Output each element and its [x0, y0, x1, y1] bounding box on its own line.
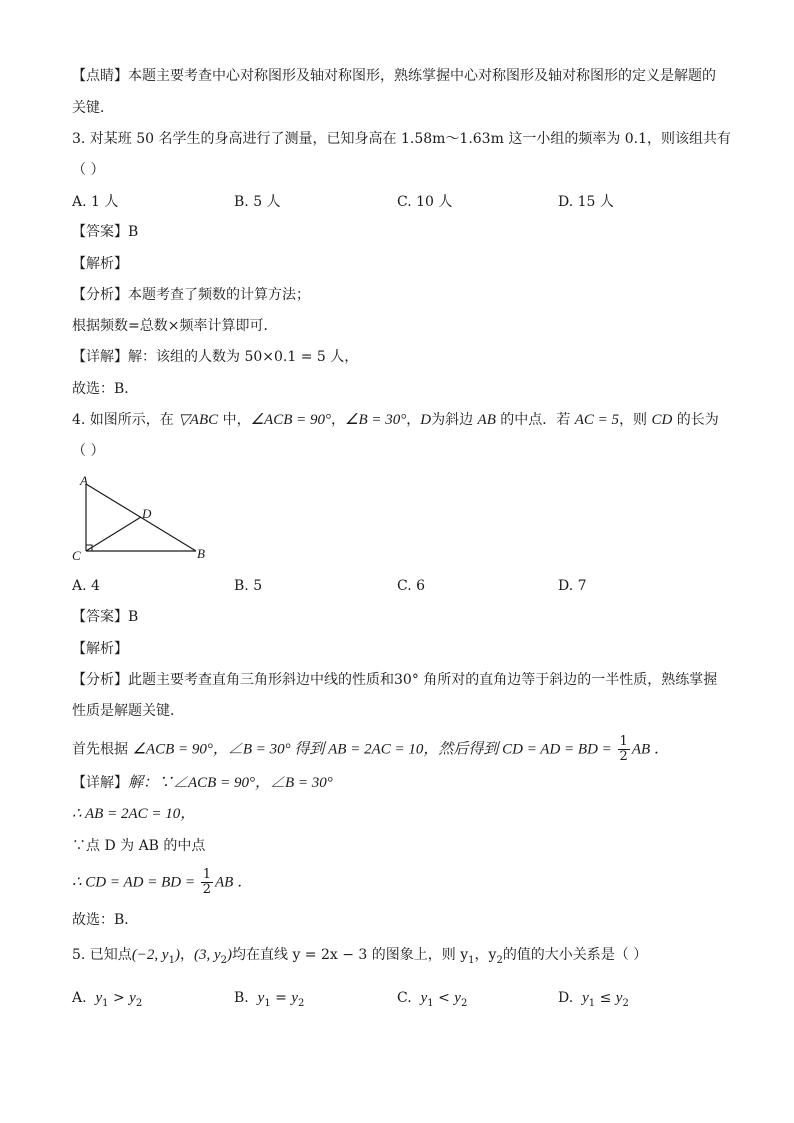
- subscript: 1: [168, 954, 175, 966]
- subscript: 2: [220, 954, 227, 966]
- q4-option-d: D. 7: [558, 578, 587, 594]
- q5-point-2-end: ): [227, 947, 232, 963]
- answer-tag: 【答案】: [72, 224, 128, 240]
- q4-angle-b: ∠B = 30°: [345, 412, 407, 428]
- q4-jiexi: 【解析】: [72, 641, 128, 657]
- q3-option-d: D. 15 人: [558, 194, 614, 210]
- q3-rule: 根据频数=总数×频率计算即可．: [72, 318, 278, 334]
- subscript: 2: [496, 954, 503, 966]
- xiangjie-text: 解：∵∠ACB = 90°，∠B = 30°: [128, 775, 333, 791]
- subscript: 1: [468, 954, 475, 966]
- option-label: C.: [397, 990, 412, 1006]
- q4-option-b: B. 5: [234, 578, 263, 594]
- option-rhs: y: [129, 990, 136, 1006]
- option-op: >: [108, 990, 130, 1006]
- q4-point-d: D: [420, 412, 432, 428]
- q4-stem-text: 的长为: [672, 412, 719, 428]
- q4-step-3-math: ∴ CD = AD = BD =: [72, 874, 199, 891]
- q5-point-2: (3, y: [193, 947, 221, 963]
- subscript: 1: [427, 997, 434, 1009]
- q4-option-a: A. 4: [72, 578, 100, 594]
- q4-stem-text: 中，: [218, 412, 251, 428]
- label-d: D: [142, 506, 152, 521]
- q4-stem: [72, 410, 719, 430]
- q4-first-end: AB ．: [631, 741, 669, 758]
- q4-option-c: C. 6: [397, 578, 426, 594]
- q4-choose: 故选：B．: [72, 912, 139, 928]
- frac-den: 2: [619, 749, 628, 764]
- xiangjie-text: 解：该组的人数为 50×0.1 = 5 人，: [128, 349, 359, 365]
- q4-step-2: ∵点 D 为 AB 的中点: [72, 838, 206, 854]
- fenxi-text: 此题主要考查直角三角形斜边中线的性质和30° 角所对的直角边等于斜边的一半性质，熟练掌握: [128, 672, 718, 688]
- q3-choose: 故选：B．: [72, 381, 139, 397]
- q4-stem-text: ，则: [619, 412, 652, 428]
- dianjing-line-1: [72, 66, 716, 86]
- segment-cd: [86, 517, 141, 551]
- answer-value: B: [128, 224, 139, 240]
- label-a: A: [80, 473, 88, 488]
- q5-option-a: [72, 988, 142, 1014]
- q3-fenxi: [72, 285, 310, 305]
- label-c: C: [72, 548, 81, 563]
- fraction-half: [618, 735, 630, 764]
- option-rhs: y: [615, 990, 623, 1006]
- q4-step-3-end: AB ．: [215, 874, 253, 891]
- q4-ac-eq: AC = 5: [574, 412, 620, 428]
- option-label: B.: [234, 990, 249, 1006]
- q4-xiangjie: [72, 773, 333, 793]
- q4-answer: [72, 607, 138, 627]
- xiangjie-tag: 【详解】: [72, 349, 128, 365]
- subscript: 2: [135, 997, 143, 1009]
- q3-option-c: C. 10 人: [397, 194, 453, 210]
- dianjing-tag: 【点睛】: [72, 68, 128, 84]
- q5-point-1: (−2, y: [131, 947, 169, 963]
- option-lhs: y: [95, 990, 103, 1006]
- option-lhs: y: [582, 990, 589, 1006]
- q5-stem-text: 的值的大小关系是（ ）: [502, 947, 648, 963]
- q4-first: [72, 735, 669, 764]
- q4-paren: （ ）: [72, 443, 105, 459]
- option-lhs: y: [257, 990, 265, 1006]
- q4-stem-text: 的中点．若: [495, 412, 575, 428]
- subscript: 2: [622, 997, 629, 1009]
- option-op: ≤: [595, 990, 616, 1006]
- option-rhs: y: [454, 990, 461, 1006]
- q5-stem: [72, 945, 647, 971]
- dianjing-line-2: 关键．: [72, 100, 114, 116]
- answer-value: B: [128, 609, 139, 625]
- dianjing-text: 本题主要考查中心对称图形及轴对称图形，熟练掌握中心对称图形及轴对称图形的定义是解题的: [128, 68, 716, 84]
- q4-segment-cd: CD: [651, 412, 673, 428]
- q4-step-1: ∴ AB = 2AC = 10，: [72, 806, 196, 822]
- q4-sep: ，: [331, 412, 345, 428]
- subscript: 2: [460, 997, 468, 1009]
- q5-stem-text: 均在直线 y = 2x − 3 的图象上，则 y: [232, 947, 469, 963]
- q4-angle-acb: ∠ACB = 90°: [250, 412, 331, 428]
- fenxi-tag: 【分析】: [72, 287, 128, 303]
- subscript: 1: [588, 997, 596, 1009]
- q3-jiexi: 【解析】: [72, 256, 128, 272]
- fenxi-text: 本题考查了频数的计算方法；: [128, 287, 310, 303]
- frac-num: 1: [202, 867, 211, 882]
- option-op: =: [270, 990, 292, 1006]
- q5-sep: ，: [179, 947, 194, 963]
- q5-option-d: [558, 988, 629, 1014]
- fraction-half: [201, 868, 213, 897]
- q3-paren: （ ）: [72, 162, 105, 178]
- q4-segment-ab: AB: [477, 412, 496, 428]
- frac-den: 2: [202, 882, 211, 897]
- q3-stem: 3. 对某班 50 名学生的身高进行了测量，已知身高在 1.58m～1.63m 这一小组的频率为 0.1，则该组共有: [72, 131, 732, 147]
- xiangjie-tag: 【详解】: [72, 775, 128, 791]
- q4-sep: ，: [406, 412, 421, 428]
- option-op: <: [433, 990, 455, 1006]
- q5-stem-text: 5. 已知点: [72, 947, 132, 963]
- q3-option-b: B. 5 人: [234, 194, 281, 210]
- q4-triangle: ▽ABC: [178, 412, 219, 428]
- q5-point-1-end: ): [174, 947, 180, 963]
- frac-num: 1: [619, 734, 628, 749]
- fenxi-tag: 【分析】: [72, 672, 128, 688]
- q3-answer: [72, 222, 138, 242]
- q3-option-a: A. 1 人: [72, 194, 119, 210]
- subscript: 2: [298, 997, 305, 1009]
- option-rhs: y: [291, 990, 299, 1006]
- q5-option-b: [234, 988, 304, 1014]
- option-label: D.: [558, 990, 574, 1006]
- q5-option-c: [397, 988, 467, 1014]
- q4-fenxi-1: [72, 670, 717, 690]
- q4-stem-text: 4. 如图所示，在: [72, 412, 179, 428]
- option-lhs: y: [420, 990, 428, 1006]
- q4-fenxi-2: 性质是解题关键．: [72, 703, 184, 719]
- subscript: 1: [264, 997, 271, 1009]
- q4-stem-text: 为斜边: [431, 412, 478, 428]
- subscript: 1: [102, 997, 109, 1009]
- option-label: A.: [72, 990, 87, 1006]
- q4-step-3: [72, 868, 252, 897]
- answer-tag: 【答案】: [72, 609, 128, 625]
- q4-first-text: 首先根据: [72, 741, 133, 758]
- q5-stem-text: ，y: [474, 947, 497, 963]
- q4-triangle-figure: [70, 472, 220, 567]
- q4-first-math: ∠ACB = 90°，∠B = 30° 得到 AB = 2AC = 10，然后得到 CD = AD = BD =: [132, 741, 616, 758]
- label-b: B: [197, 546, 205, 561]
- q3-xiangjie: [72, 347, 358, 367]
